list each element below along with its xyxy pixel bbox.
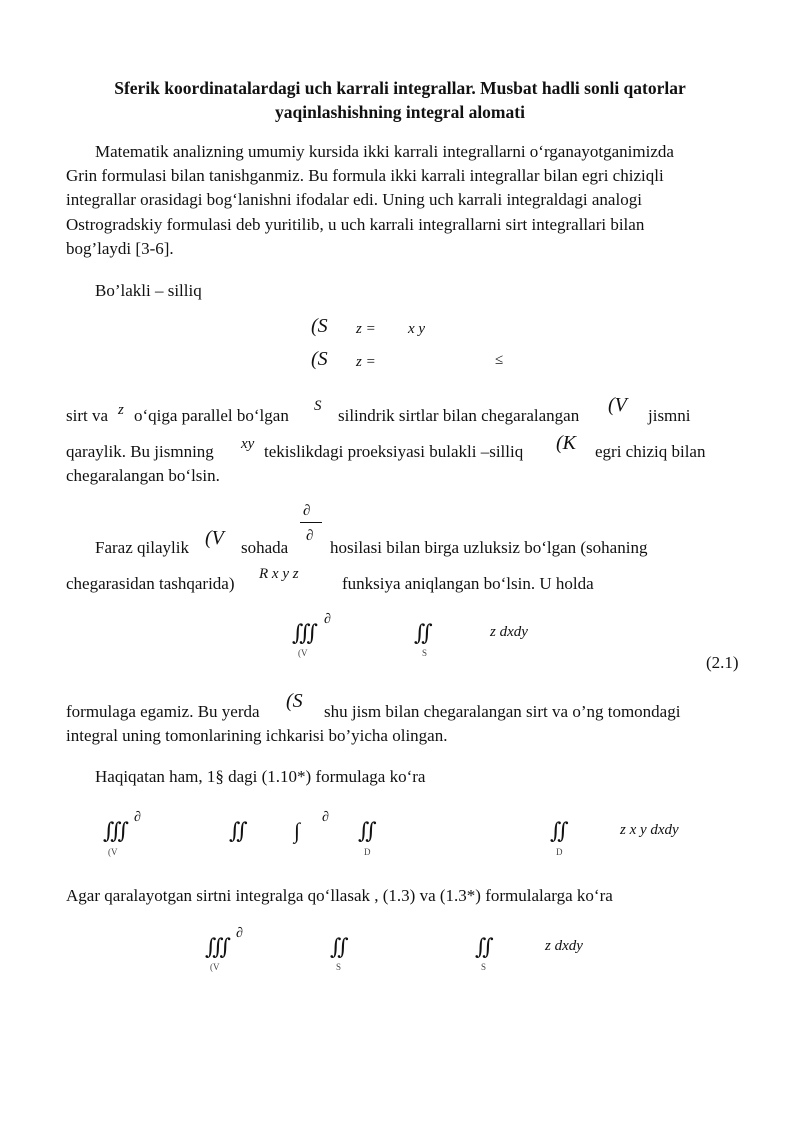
faraz-line-V: (V xyxy=(205,527,224,549)
chegaras-line-a: chegarasidan tashqarida) xyxy=(66,574,235,593)
system-row1-xy: x y xyxy=(408,321,426,337)
f2-partial: ∂ xyxy=(134,810,141,825)
f1-partial: ∂ xyxy=(324,612,331,627)
f3-tail: z dxdy xyxy=(545,938,583,954)
system-row2-paren: (S xyxy=(311,348,328,370)
integral-line: integral uning tomonlarining ichkarisi bo’yicha olingan. xyxy=(66,726,448,745)
sirt-line-d: jismni xyxy=(648,406,691,425)
f2-sub-D1: D xyxy=(364,847,371,857)
f3-partial: ∂ xyxy=(236,926,243,941)
sirt-line-b: o‘qiga parallel bo‘lgan xyxy=(134,406,289,425)
sirt-line-S: S xyxy=(314,398,322,414)
chegaras-line-b: funksiya aniqlangan bo‘lsin. U holda xyxy=(342,574,594,593)
para1-line-1: Matematik analizning umumiy kursida ikki karrali integrallarni o‘rganayotganimizda xyxy=(95,142,674,161)
system-row2-eq: z = xyxy=(356,354,376,370)
system-row2-le: ≤ xyxy=(495,352,504,368)
f2-sub-V: (V xyxy=(108,847,118,857)
f1-sub-S: S xyxy=(422,648,428,658)
deriv-denominator: ∂ xyxy=(306,528,314,544)
chegaras-line-R: R x y z xyxy=(259,566,299,582)
qaray-line-b: tekislikdagi proeksiyasi bulakli –silliq xyxy=(264,442,524,461)
formulaga-line-S: (S xyxy=(286,690,303,712)
f2-triple-integral: ∭ xyxy=(103,818,124,843)
faraz-line-c: hosilasi bilan birga uzluksiz bo‘lgan (sohaning xyxy=(330,538,648,557)
f3-integral-1: ∬ xyxy=(330,934,343,959)
formulaga-line-b: shu jism bilan chegaralangan sirt va o’ng tomondagi xyxy=(324,702,681,721)
faraz-line-b: sohada xyxy=(241,538,289,557)
para1-line-3: integrallar orasidagi bog‘lanishni ifodalar edi. Uning uch karrali integraldagi analogi xyxy=(66,190,642,209)
f1-double-integral: ∬ xyxy=(414,620,427,645)
para2-start: Bo’lakli – silliq xyxy=(95,281,202,300)
f1-tail: z dxdy xyxy=(490,624,528,640)
formulaga-line-a: formulaga egamiz. Bu yerda xyxy=(66,702,260,721)
qaray-line-c: egri chiziq bilan xyxy=(595,442,706,461)
system-row1-eq: z = xyxy=(356,321,376,337)
faraz-line-a: Faraz qilaylik xyxy=(95,538,189,557)
title-line-2: yaqinlashishning integral alomati xyxy=(275,102,525,122)
para1-line-4: Ostrogradskiy formulasi deb yuritilib, u uch karrali integrallarni sirt integrallari bilan xyxy=(66,215,645,234)
f2-integral-4: ∬ xyxy=(550,818,563,843)
system-row1-paren: (S xyxy=(311,315,328,337)
qaray-line-a: qaraylik. Bu jismning xyxy=(66,442,214,461)
f1-sub-V: (V xyxy=(298,648,308,658)
agar-line: Agar qaralayotgan sirtni integralga qo‘llasak , (1.3) va (1.3*) formulalarga ko‘ra xyxy=(66,886,613,905)
sirt-line-V: (V xyxy=(608,394,627,416)
sirt-line-z: z xyxy=(118,402,124,418)
deriv-numerator: ∂ xyxy=(303,503,311,519)
sirt-line-c: silindrik sirtlar bilan chegaralangan xyxy=(338,406,580,425)
f3-triple-integral: ∭ xyxy=(205,934,226,959)
f3-integral-2: ∬ xyxy=(475,934,488,959)
qaray-line-K: (K xyxy=(556,432,576,454)
f2-integral-1: ∬ xyxy=(229,818,242,843)
equation-number: (2.1) xyxy=(706,653,739,672)
title-line-1: Sferik koordinatalardagi uch karrali integrallar. Musbat hadli sonli qatorlar xyxy=(114,78,686,98)
f3-sub-S1: S xyxy=(336,962,342,972)
f2-tail: z x y dxdy xyxy=(620,822,679,838)
haqiqatan-line: Haqiqatan ham, 1§ dagi (1.10*) formulaga ko‘ra xyxy=(95,767,426,786)
qaray-line-xy: xy xyxy=(241,436,255,452)
para1-line-5: bog’laydi [3-6]. xyxy=(66,239,174,258)
sirt-line-a: sirt va xyxy=(66,406,109,425)
f2-integral-3: ∬ xyxy=(358,818,371,843)
f3-sub-S2: S xyxy=(481,962,487,972)
f2-partial-2: ∂ xyxy=(322,810,329,825)
f2-sub-D2: D xyxy=(556,847,563,857)
chegar-line: chegaralangan bo‘lsin. xyxy=(66,466,220,485)
para1-line-2: Grin formulasi bilan tanishganmiz. Bu formula ikki karrali integrallar bilan egri chiziqli xyxy=(66,166,664,185)
f1-triple-integral: ∭ xyxy=(292,620,313,645)
f3-sub-V: (V xyxy=(210,962,220,972)
f2-integral-2: ∫ xyxy=(294,818,301,843)
deriv-bar xyxy=(300,522,322,523)
